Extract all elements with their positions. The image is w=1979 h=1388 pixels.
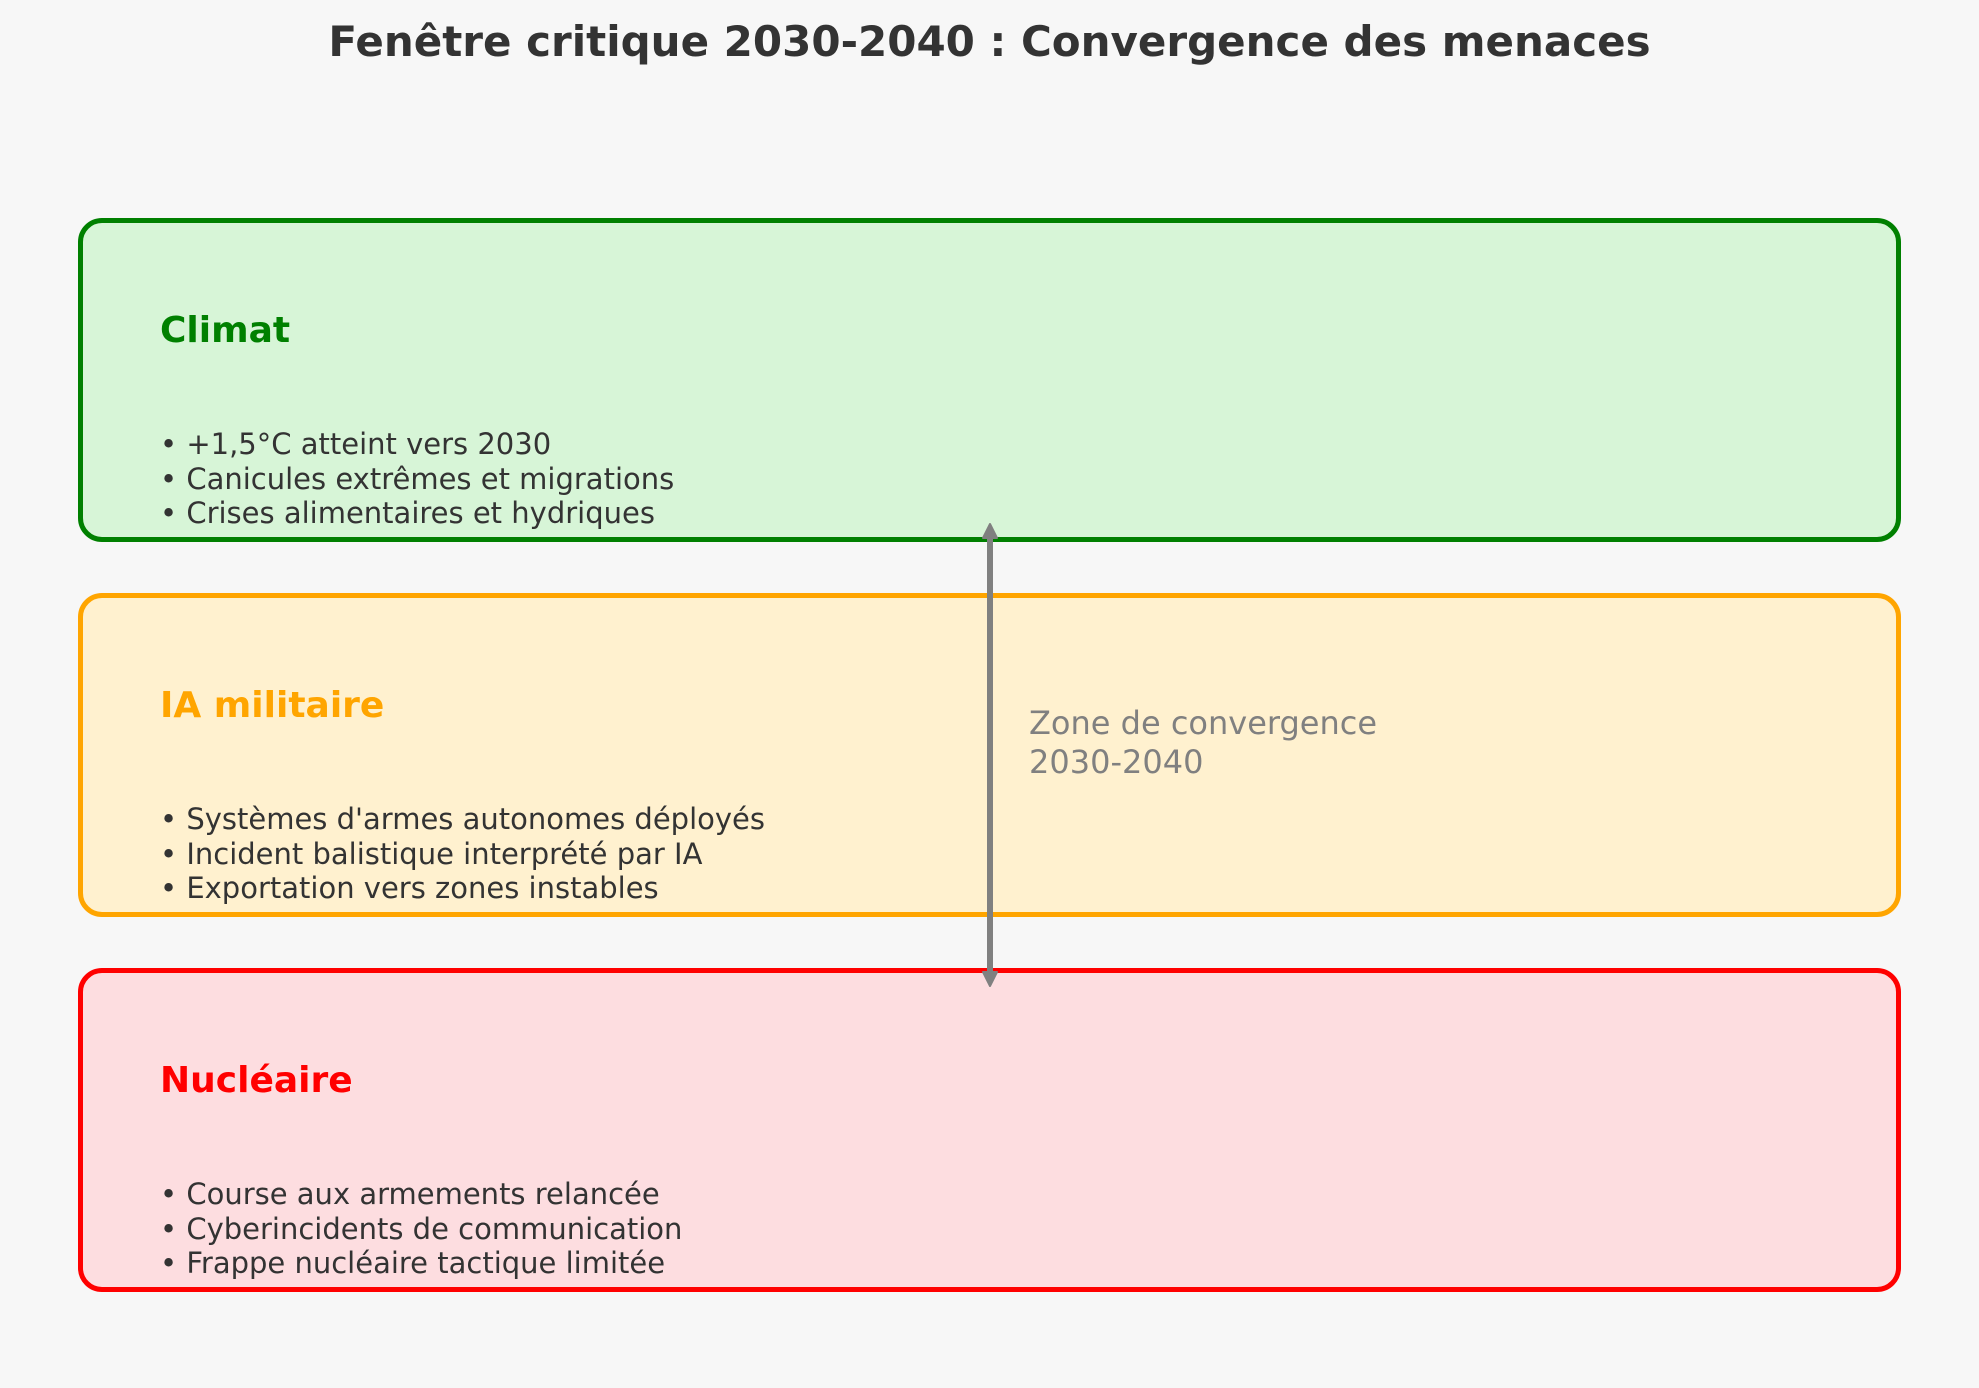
climate-list [160, 427, 674, 531]
convergence-zone-line1: Zone de convergence [1029, 704, 1378, 742]
nuclear-item: • Course aux armements relancée [160, 1177, 660, 1211]
nuclear-title: Nucléaire [160, 1060, 353, 1101]
convergence-double-arrow-icon [970, 520, 1010, 990]
convergence-zone-label [1029, 704, 1377, 782]
military-ai-item: • Exportation vers zones instables [160, 871, 659, 905]
military-ai-item: • Systèmes d'armes autonomes déployés [160, 802, 765, 836]
military-ai-list [160, 802, 765, 906]
military-ai-title: IA militaire [160, 685, 385, 726]
nuclear-box [78, 968, 1901, 1292]
climate-item: • Crises alimentaires et hydriques [160, 496, 655, 530]
climate-box [78, 218, 1901, 542]
diagram-title: Fenêtre critique 2030-2040 : Convergence des menaces [328, 17, 1651, 66]
convergence-zone-line2: 2030-2040 [1029, 743, 1204, 781]
nuclear-item: • Cyberincidents de communication [160, 1211, 683, 1246]
climate-item: • +1,5°C atteint vers 2030 [160, 427, 552, 461]
climate-title: Climat [160, 310, 291, 351]
military-ai-item: • Incident balistique interprété par IA [160, 836, 703, 871]
nuclear-list [160, 1177, 682, 1281]
nuclear-item: • Frappe nucléaire tactique limitée [160, 1246, 666, 1280]
climate-item: • Canicules extrêmes et migrations [160, 461, 675, 496]
